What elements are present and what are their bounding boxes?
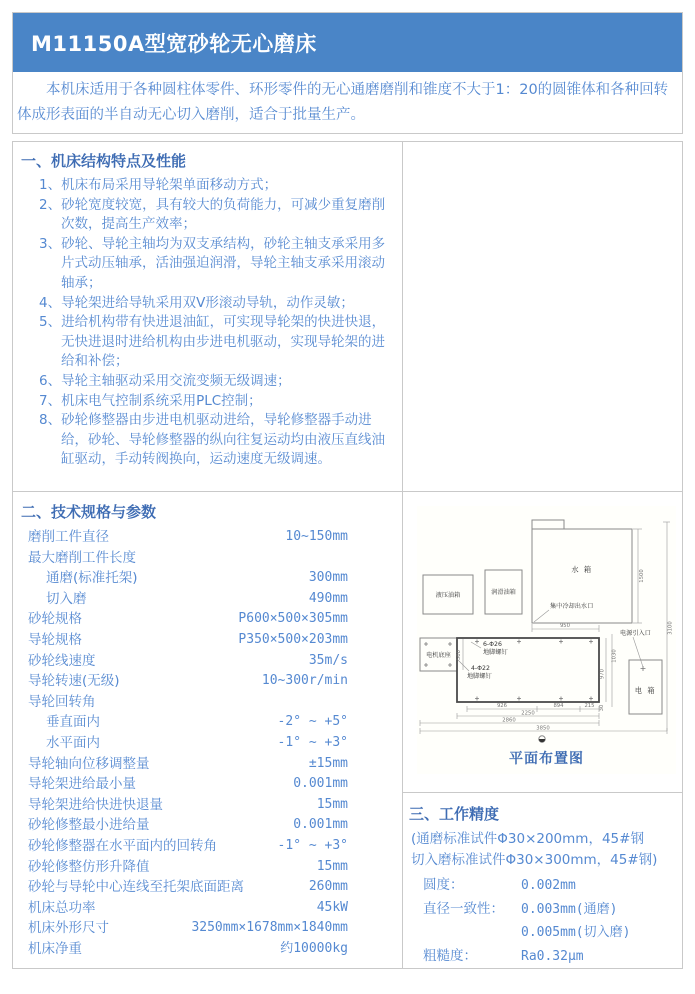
water-tank-tab xyxy=(532,520,564,529)
dim-215: 215 xyxy=(584,703,595,709)
precision-value: 0.002mm xyxy=(521,878,576,893)
spec-value: P600×500×305mm xyxy=(238,611,348,627)
bolts-4x22-label: 4-Φ22 xyxy=(471,665,490,672)
precision-row xyxy=(409,898,676,922)
spec-label: 导轮架进给最小量 xyxy=(28,776,136,793)
spec-label: 砂轮线速度 xyxy=(28,652,96,669)
dim-894: 894 xyxy=(553,703,564,709)
dim-950: 950 xyxy=(559,623,571,629)
spec-value: 10~150mm xyxy=(285,529,348,544)
bolts-6x26-label: 6-Φ26 xyxy=(483,641,502,648)
dim-3850: 3850 xyxy=(536,725,550,732)
specs-section xyxy=(13,492,402,968)
spec-label: 砂轮修整最小进给量 xyxy=(28,817,150,834)
precision-note-line1: (通磨标准试件Φ30×200mm，45#钢 xyxy=(411,831,644,847)
spec-label: 砂轮与导轮中心连线至托架底面距离 xyxy=(28,879,244,896)
power-inlet-mark xyxy=(641,666,646,671)
features-list xyxy=(21,176,396,470)
spec-row xyxy=(21,815,402,836)
feature-item: 2、砂轮宽度较宽，具有较大的负荷能力，可减少重复磨削次数，提高生产效率； xyxy=(39,196,386,233)
left-column xyxy=(13,142,403,968)
precision-value: Ra0.32μm xyxy=(521,948,584,964)
intro-paragraph: 本机床适用于各种圆柱体零件、环形零件的无心通磨磨削和锥度不大于1：20的圆锥体和各种回转体成形表面的半自动无心切入磨削，适合于批量生产。 xyxy=(17,82,669,123)
spec-row xyxy=(21,774,402,795)
feature-item: 4、导轮架进给导轨采用双V形滚动导轨，动作灵敏； xyxy=(39,294,354,311)
dim-500: 500 xyxy=(456,649,462,661)
precision-value: 0.003mm(通磨) xyxy=(521,901,618,917)
spec-value: -1° ~ +3° xyxy=(277,837,348,853)
cooling-outlet-leader xyxy=(534,610,549,622)
dim-2250: 2250 xyxy=(521,710,535,717)
spec-value: 300mm xyxy=(308,570,348,586)
spec-row xyxy=(21,527,402,548)
spec-label: 导轮轴向位移调整量 xyxy=(28,755,150,772)
spec-value: 45kW xyxy=(316,899,348,915)
spec-label: 水平面内 xyxy=(46,734,100,751)
spec-row xyxy=(21,795,402,816)
spec-label: 磨削工件直径 xyxy=(28,529,109,545)
electric-box-label: 电 箱 xyxy=(634,686,657,695)
spec-label: 机床净重 xyxy=(28,940,82,957)
feature-item: 5、进给机构带有快进退油缸，可实现导轮架的快进快退，无快进退时进给机构由步进电机驱动，实现导轮架的进给和补偿； xyxy=(39,314,386,370)
feature-item: 3、砂轮、导轮主轴均为双支承结构，砂轮主轴支承采用多片式动压轴承，活油强迫润滑，导轮主轴支承采用滚动轴承； xyxy=(39,235,386,291)
spec-row xyxy=(21,589,402,610)
spec-row xyxy=(21,548,402,569)
spec-row xyxy=(21,671,402,692)
lube-tank-label: 润滑油箱 xyxy=(491,589,516,596)
spec-row xyxy=(21,568,402,589)
features-section xyxy=(13,142,402,492)
bolts-6x26-sublabel: 地脚螺钉 xyxy=(483,649,508,656)
spec-label: 切入磨 xyxy=(46,590,87,607)
spec-label: 导轮回转角 xyxy=(28,693,96,710)
spec-value: -2° ~ +5° xyxy=(277,714,348,730)
dim-1030: 1030 xyxy=(611,649,618,663)
spec-row xyxy=(21,692,402,713)
spec-value: -1° ~ +3° xyxy=(277,734,348,750)
precision-row xyxy=(409,945,676,969)
right-column xyxy=(403,142,682,968)
precision-value: 0.005mm(切入磨) xyxy=(521,925,631,940)
title-bar xyxy=(13,13,682,72)
dim-926: 926 xyxy=(496,703,508,709)
spec-value: ±15mm xyxy=(308,755,348,771)
dim-1500: 1500 xyxy=(639,569,645,583)
precision-heading: 三、工作精度 xyxy=(409,805,500,823)
document-page xyxy=(12,12,683,969)
dim-970: 970 xyxy=(599,668,606,680)
spec-label: 砂轮修整器在水平面内的回转角 xyxy=(28,837,217,854)
spec-value: 15mm xyxy=(316,858,348,874)
spec-label: 导轮规格 xyxy=(28,631,82,648)
spec-label: 导轮转速(无级) xyxy=(28,673,120,690)
spec-row xyxy=(21,754,402,775)
precision-note-line2: 切入磨标准试件Φ30×300mm，45#钢) xyxy=(411,852,658,868)
feature-item: 6、导轮主轴驱动采用交流变频无级调速； xyxy=(39,372,291,389)
cooling-outlet-label: 集中冷却出水口 xyxy=(550,603,594,610)
layout-diagram xyxy=(417,506,676,774)
spec-row xyxy=(21,898,402,919)
motor-base-label: 电机底座 xyxy=(426,652,451,659)
spec-row xyxy=(21,836,402,857)
specs-heading: 二、技术规格与参数 xyxy=(21,503,157,521)
spec-value: P350×500×203mm xyxy=(238,631,348,647)
precision-table xyxy=(409,874,676,968)
spec-row xyxy=(21,630,402,651)
precision-row xyxy=(409,874,676,898)
spec-label: 机床总功率 xyxy=(28,899,96,916)
dim-30: 30 xyxy=(599,704,605,712)
layout-diagram-cell xyxy=(403,492,682,793)
precision-section xyxy=(403,793,682,968)
dim-3100: 3100 xyxy=(667,621,674,635)
precision-row xyxy=(409,921,676,945)
spec-label: 最大磨削工件长度 xyxy=(28,549,136,566)
main-table xyxy=(12,141,683,969)
header-block xyxy=(12,12,683,134)
spec-label: 机床外形尺寸 xyxy=(28,920,109,937)
spec-value: 490mm xyxy=(308,590,348,606)
spec-value: 10~300r/min xyxy=(261,673,348,689)
spacer xyxy=(12,134,683,141)
feature-item: 8、砂轮修整器由步进电机驱动进给，导轮修整器手动进给，砂轮、导轮修整器的纵向往复运动均由液压直线油缸驱动，手动转阀换向，运动速度无级调速。 xyxy=(39,412,385,468)
spec-label: 砂轮修整仿形升降值 xyxy=(28,858,150,875)
dim-2860: 2860 xyxy=(502,717,516,724)
precision-label: 粗糙度： xyxy=(423,947,477,964)
spec-value: 3250mm×1678mm×1840mm xyxy=(191,920,348,936)
spec-label: 垂直面内 xyxy=(46,714,100,731)
feature-item: 1、机床布局采用导轮架单面移动方式； xyxy=(39,177,278,193)
empty-cell xyxy=(403,142,682,492)
hydraulic-tank-label: 液压油箱 xyxy=(435,592,461,599)
spec-row xyxy=(21,939,402,960)
spec-label: 砂轮规格 xyxy=(28,611,82,628)
precision-label: 圆度： xyxy=(423,877,464,893)
spec-label: 通磨(标准托架) xyxy=(46,570,138,587)
spec-value: 0.001mm xyxy=(293,776,348,792)
spec-row xyxy=(21,733,402,754)
diagram-caption: 平面布置图 xyxy=(509,751,584,767)
floor-plan-drawing xyxy=(419,508,674,746)
spec-row xyxy=(21,857,402,878)
spec-value: 35m/s xyxy=(308,652,348,668)
features-heading: 一、机床结构特点及性能 xyxy=(21,152,187,170)
spec-row xyxy=(21,609,402,630)
spec-value: 260mm xyxy=(308,879,348,895)
water-tank-label: 水 箱 xyxy=(571,565,593,574)
spec-label: 导轮架进给快进快退量 xyxy=(28,796,163,813)
feature-item: 7、机床电气控制系统采用PLC控制； xyxy=(39,392,262,409)
spec-value: 约10000kg xyxy=(280,940,348,956)
spec-row xyxy=(21,877,402,898)
precision-label xyxy=(409,921,521,945)
spec-row xyxy=(21,651,402,672)
specs-table xyxy=(21,527,402,959)
spec-row xyxy=(21,712,402,733)
page-title: M11150A型宽砂轮无心磨床 xyxy=(31,31,317,56)
bolts-4x22-sublabel: 地脚螺钉 xyxy=(467,673,492,680)
spec-row xyxy=(21,918,402,939)
spec-value: 0.001mm xyxy=(293,817,348,833)
spec-value: 15mm xyxy=(316,796,348,812)
precision-label: 直径一致性： xyxy=(423,900,504,917)
power-inlet-label: 电源引入口 xyxy=(620,630,651,637)
